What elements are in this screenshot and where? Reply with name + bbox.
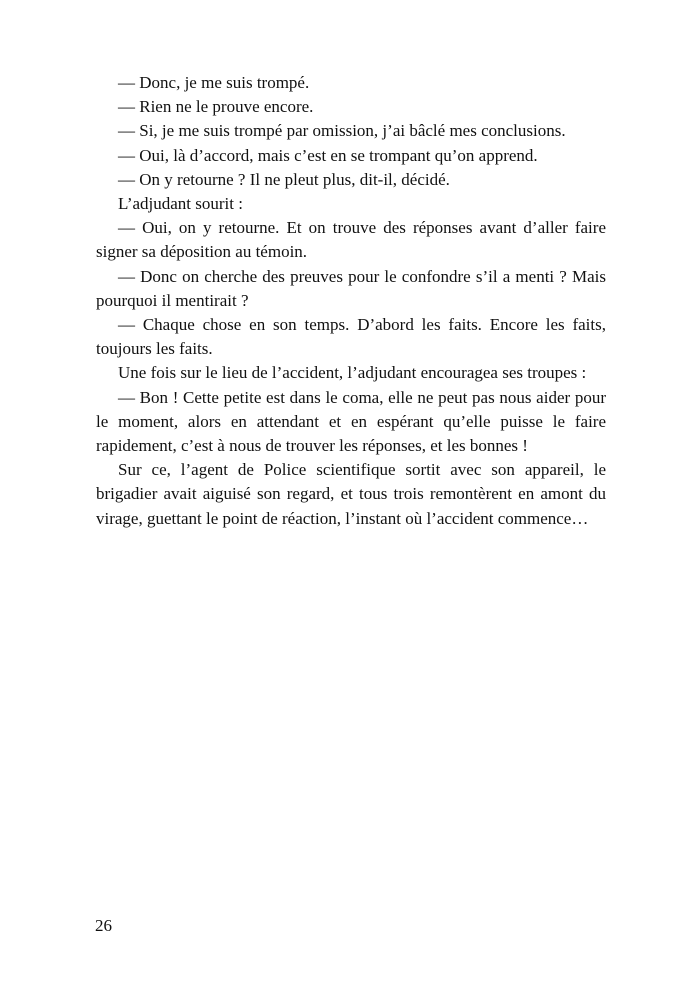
paragraph: — Oui, là d’accord, mais c’est en se trompant qu’on apprend. bbox=[118, 145, 538, 165]
body-text bbox=[96, 71, 606, 531]
paragraph: Une fois sur le lieu de l’accident, l’adjudant encouragea ses troupes : bbox=[118, 363, 587, 383]
paragraph: — On y retourne ? Il ne pleut plus, dit-il, décidé. bbox=[118, 169, 450, 189]
paragraph: L’adjudant sourit : bbox=[118, 194, 243, 214]
paragraph: — Donc, je me suis trompé. bbox=[118, 73, 310, 92]
page-number: 26 bbox=[95, 916, 112, 935]
paragraph: — Donc on cherche des preuves pour le confondre s’il a menti ? Mais pourquoi il mentirait ? bbox=[96, 266, 606, 310]
paragraph: Sur ce, l’agent de Police scientifique sortit avec son appareil, le brigadier avait aiguisé son regard, et tous trois remontèrent en amont du virage, guettant le point de réaction, l’instant où l’accident commence… bbox=[96, 460, 606, 528]
paragraph: — Bon ! Cette petite est dans le coma, elle ne peut pas nous aider pour le moment, alors en attendant et en espérant qu’elle puisse le faire rapidement, c’est à nous de trouver les réponses, et les bonnes ! bbox=[96, 387, 606, 456]
paragraph: — Chaque chose en son temps. D’abord les faits. Encore les faits, toujours les faits. bbox=[96, 315, 606, 359]
paragraph: — Rien ne le prouve encore. bbox=[118, 97, 314, 117]
paragraph: — Oui, on y retourne. Et on trouve des réponses avant d’aller faire signer sa déposition au témoin. bbox=[96, 218, 606, 262]
paragraph: — Si, je me suis trompé par omission, j’ai bâclé mes conclusions. bbox=[118, 121, 566, 141]
